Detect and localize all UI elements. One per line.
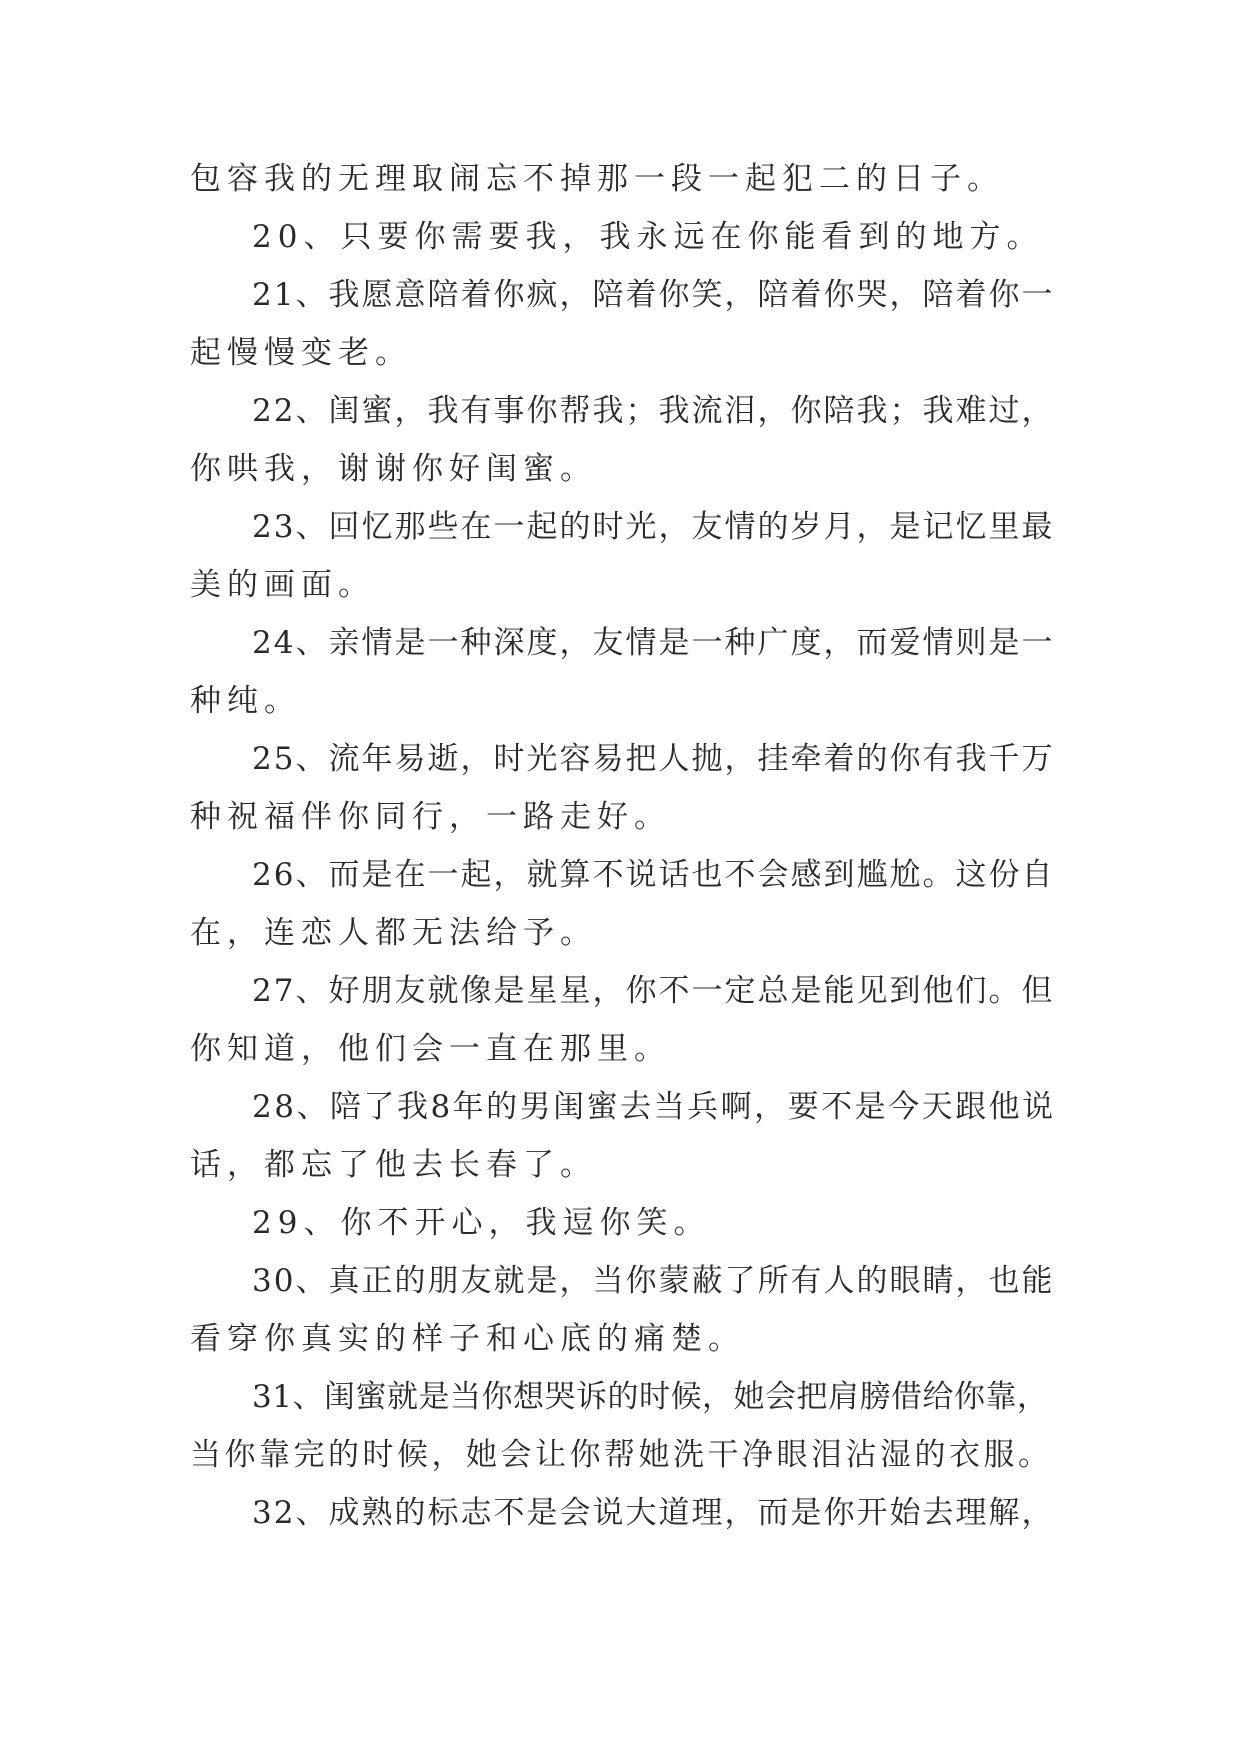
text-line: 23、回忆那些在一起的时光，友情的岁月，是记忆里最 bbox=[252, 509, 1055, 545]
text-line: 美的画面。 bbox=[190, 567, 375, 603]
text-line: 26、而是在一起，就算不说话也不会感到尴尬。这份自 bbox=[252, 857, 1055, 893]
text-line: 30、真正的朋友就是，当你蒙蔽了所有人的眼睛，也能 bbox=[252, 1263, 1055, 1299]
text-line: 21、我愿意陪着你疯，陪着你笑，陪着你哭，陪着你一 bbox=[252, 277, 1055, 313]
text-line: 在，连恋人都无法给予。 bbox=[190, 915, 597, 951]
text-line: 当你靠完的时候，她会让你帮她洗干净眼泪沾湿的衣服。 bbox=[190, 1437, 1053, 1473]
text-line: 29、你不开心，我逗你笑。 bbox=[252, 1205, 711, 1241]
text-line: 你知道，他们会一直在那里。 bbox=[190, 1031, 671, 1067]
text-line: 27、好朋友就像是星星，你不一定总是能见到他们。但 bbox=[252, 973, 1055, 1009]
text-line: 话，都忘了他去长春了。 bbox=[190, 1147, 597, 1183]
text-line: 25、流年易逝，时光容易把人抛，挂牵着的你有我千万 bbox=[252, 741, 1055, 777]
text-line: 起慢慢变老。 bbox=[190, 335, 412, 371]
text-line: 22、闺蜜，我有事你帮我；我流泪，你陪我；我难过， bbox=[252, 393, 1055, 429]
document-body bbox=[190, 150, 1060, 1542]
text-line: 31、闺蜜就是当你想哭诉的时候，她会把肩膀借给你靠， bbox=[252, 1379, 1049, 1415]
text-line: 你哄我，谢谢你好闺蜜。 bbox=[190, 451, 597, 487]
text-line: 种纯。 bbox=[190, 683, 301, 719]
text-line: 24、亲情是一种深度，友情是一种广度，而爱情则是一 bbox=[252, 625, 1055, 661]
text-line: 种祝福伴你同行，一路走好。 bbox=[190, 799, 671, 835]
text-line: 32、成熟的标志不是会说大道理，而是你开始去理解， bbox=[252, 1495, 1055, 1531]
text-line: 20、只要你需要我，我永远在你能看到的地方。 bbox=[252, 219, 1044, 255]
text-line: 28、陪了我8年的男闺蜜去当兵啊，要不是今天跟他说 bbox=[252, 1089, 1056, 1125]
text-line: 看穿你真实的样子和心底的痛楚。 bbox=[190, 1321, 745, 1357]
text-line: 包容我的无理取闹忘不掉那一段一起犯二的日子。 bbox=[190, 161, 1004, 197]
